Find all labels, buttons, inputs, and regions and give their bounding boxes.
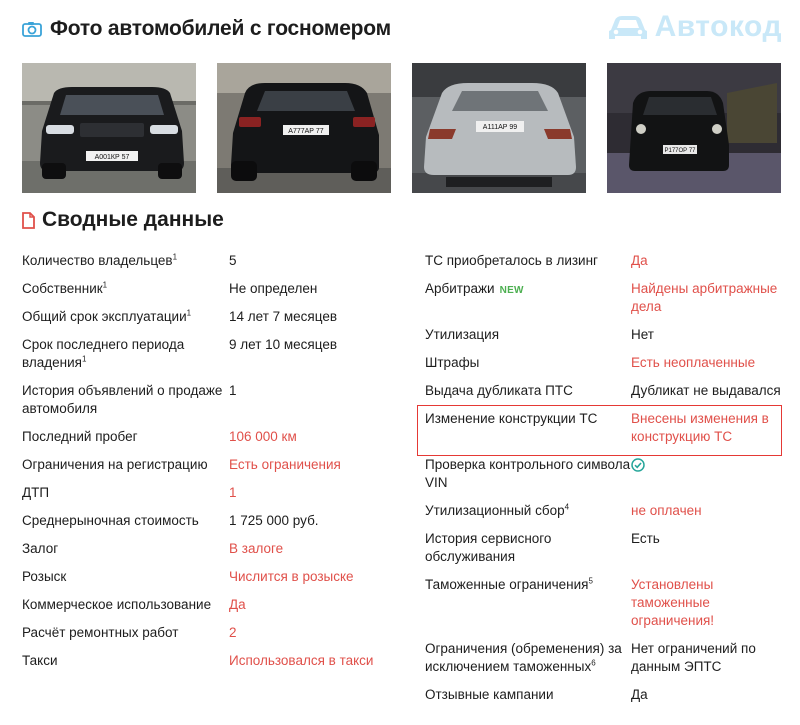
- row-value: Не определен: [229, 281, 318, 296]
- construction-change-highlight: [417, 405, 782, 456]
- row-label: Таможенные ограничения: [425, 577, 589, 592]
- row-value[interactable]: Использовался в такси: [229, 653, 374, 668]
- summary-row-market-price: [22, 512, 392, 540]
- row-label: ДТП: [22, 485, 50, 500]
- footnote-mark[interactable]: 6: [591, 658, 596, 668]
- row-label: Проверка контрольного символа VIN: [425, 457, 631, 490]
- row-label: ТС приобреталось в лизинг: [425, 253, 598, 268]
- summary-row-commercial-use: [22, 596, 392, 624]
- photos-section-header: [22, 17, 391, 41]
- summary-row-arbitration: [425, 280, 790, 326]
- row-label: История сервисного обслуживания: [425, 531, 552, 564]
- summary-row-encumbrances: [425, 640, 790, 686]
- row-label: Среднерыночная стоимость: [22, 513, 199, 528]
- row-label: Ограничения на регистрацию: [22, 457, 208, 472]
- plate-text-1: А001КР 57: [94, 154, 130, 161]
- footnote-mark[interactable]: 1: [102, 280, 108, 290]
- summary-row-recalls: [425, 686, 790, 714]
- row-label: Такси: [22, 653, 58, 668]
- row-value[interactable]: 1: [229, 485, 237, 500]
- row-label: Розыск: [22, 569, 67, 584]
- summary-section-title: Сводные данные: [42, 208, 224, 231]
- row-value[interactable]: Числится в розыске: [229, 569, 354, 584]
- plate-text-2: А777АР 77: [288, 128, 324, 135]
- summary-row-wanted: [22, 568, 392, 596]
- summary-row-total-usage: [22, 308, 392, 336]
- check-circle-icon: [631, 458, 645, 472]
- row-value[interactable]: Есть неоплаченные: [631, 355, 756, 370]
- car-photo-1[interactable]: [22, 63, 196, 193]
- row-value: [631, 456, 790, 502]
- car-logo-icon: [607, 10, 649, 44]
- row-label: Залог: [22, 541, 59, 556]
- row-label: Утилизация: [425, 327, 499, 342]
- summary-row-last-ownership: [22, 336, 392, 382]
- camera-icon: [22, 20, 42, 38]
- row-value[interactable]: Да: [229, 597, 246, 612]
- row-label: Расчёт ремонтных работ: [22, 625, 179, 640]
- summary-row-fines: [425, 354, 790, 382]
- summary-row-owner: [22, 280, 392, 308]
- summary-left-column: [22, 252, 392, 680]
- footnote-mark[interactable]: 1: [186, 308, 192, 318]
- row-value: Есть: [631, 531, 660, 546]
- row-label: Общий срок эксплуатации: [22, 309, 187, 324]
- row-value: 5: [229, 253, 237, 268]
- row-value[interactable]: Есть ограничения: [229, 457, 341, 472]
- row-value: Нет ограничений по данным ЭПТС: [631, 641, 756, 674]
- row-label: Выдача дубликата ПТС: [425, 383, 573, 398]
- row-label: Срок последнего периода владения: [22, 337, 185, 370]
- summary-row-service-history: [425, 530, 790, 576]
- row-value[interactable]: Найдены арбитражные дела: [631, 281, 778, 314]
- row-value[interactable]: В залоге: [229, 541, 284, 556]
- document-icon: [22, 211, 36, 229]
- brand-logo[interactable]: [607, 10, 782, 44]
- row-label: Утилизационный сбор: [425, 503, 565, 518]
- row-label: Ограничения (обременения) за исключением таможенных: [425, 641, 622, 674]
- row-value[interactable]: 2: [229, 625, 237, 640]
- car-photo-3[interactable]: [412, 63, 586, 193]
- row-value: 1 725 000 руб.: [229, 513, 319, 528]
- row-label: Арбитражи: [425, 281, 495, 296]
- row-label: Последний пробег: [22, 429, 138, 444]
- row-label: Изменение конструкции ТС: [425, 411, 598, 426]
- plate-text-3: А111АР 99: [482, 124, 518, 131]
- summary-row-registration-limits: [22, 456, 392, 484]
- summary-row-pledge: [22, 540, 392, 568]
- row-value: Да: [631, 687, 648, 702]
- row-label: Собственник: [22, 281, 103, 296]
- row-label: Отзывные кампании: [425, 687, 554, 702]
- summary-right-column: [425, 252, 790, 714]
- row-label: Количество владельцев: [22, 253, 173, 268]
- plate-text-4: Р177ОР 77: [664, 148, 696, 154]
- summary-row-mileage: [22, 428, 392, 456]
- photos-section-title: Фото автомобилей с госномером: [50, 17, 391, 40]
- summary-section-header: [22, 208, 224, 232]
- car-photo-2[interactable]: [217, 63, 391, 193]
- summary-row-recycling: [425, 326, 790, 354]
- row-value: Нет: [631, 327, 654, 342]
- row-value[interactable]: 106 000 км: [229, 429, 297, 444]
- row-value: 1: [229, 383, 237, 398]
- row-value: 9 лет 10 месяцев: [229, 337, 338, 352]
- summary-row-repair-estimates: [22, 624, 392, 652]
- summary-row-vin-check: [425, 456, 790, 502]
- brand-name: Автокод: [654, 10, 782, 43]
- footnote-mark[interactable]: 5: [588, 576, 593, 586]
- row-value[interactable]: Да: [631, 253, 648, 268]
- footnote-mark[interactable]: 1: [81, 354, 87, 364]
- row-label: Штрафы: [425, 355, 480, 370]
- row-value: Дубликат не выдавался: [631, 383, 781, 398]
- summary-row-customs-limits: [425, 576, 790, 640]
- row-value[interactable]: не оплачен: [631, 503, 702, 518]
- new-badge: NEW: [499, 285, 524, 296]
- row-label: История объявлений о продаже автомобиля: [22, 383, 223, 416]
- footnote-mark[interactable]: 1: [172, 252, 178, 262]
- summary-row-accidents: [22, 484, 392, 512]
- summary-row-taxi: [22, 652, 392, 680]
- summary-row-ad-history: [22, 382, 392, 428]
- car-photos-gallery: [22, 63, 781, 193]
- row-value: 14 лет 7 месяцев: [229, 309, 338, 324]
- footnote-mark[interactable]: 4: [564, 502, 570, 512]
- row-value[interactable]: Внесены изменения в конструкцию ТС: [631, 411, 769, 444]
- row-value[interactable]: Установлены таможенные ограничения!: [631, 577, 715, 628]
- summary-row-owners-count: [22, 252, 392, 280]
- summary-row-recycling-fee: [425, 502, 790, 530]
- car-photo-4[interactable]: [607, 63, 781, 193]
- summary-row-leasing: [425, 252, 790, 280]
- row-label: Коммерческое использование: [22, 597, 212, 612]
